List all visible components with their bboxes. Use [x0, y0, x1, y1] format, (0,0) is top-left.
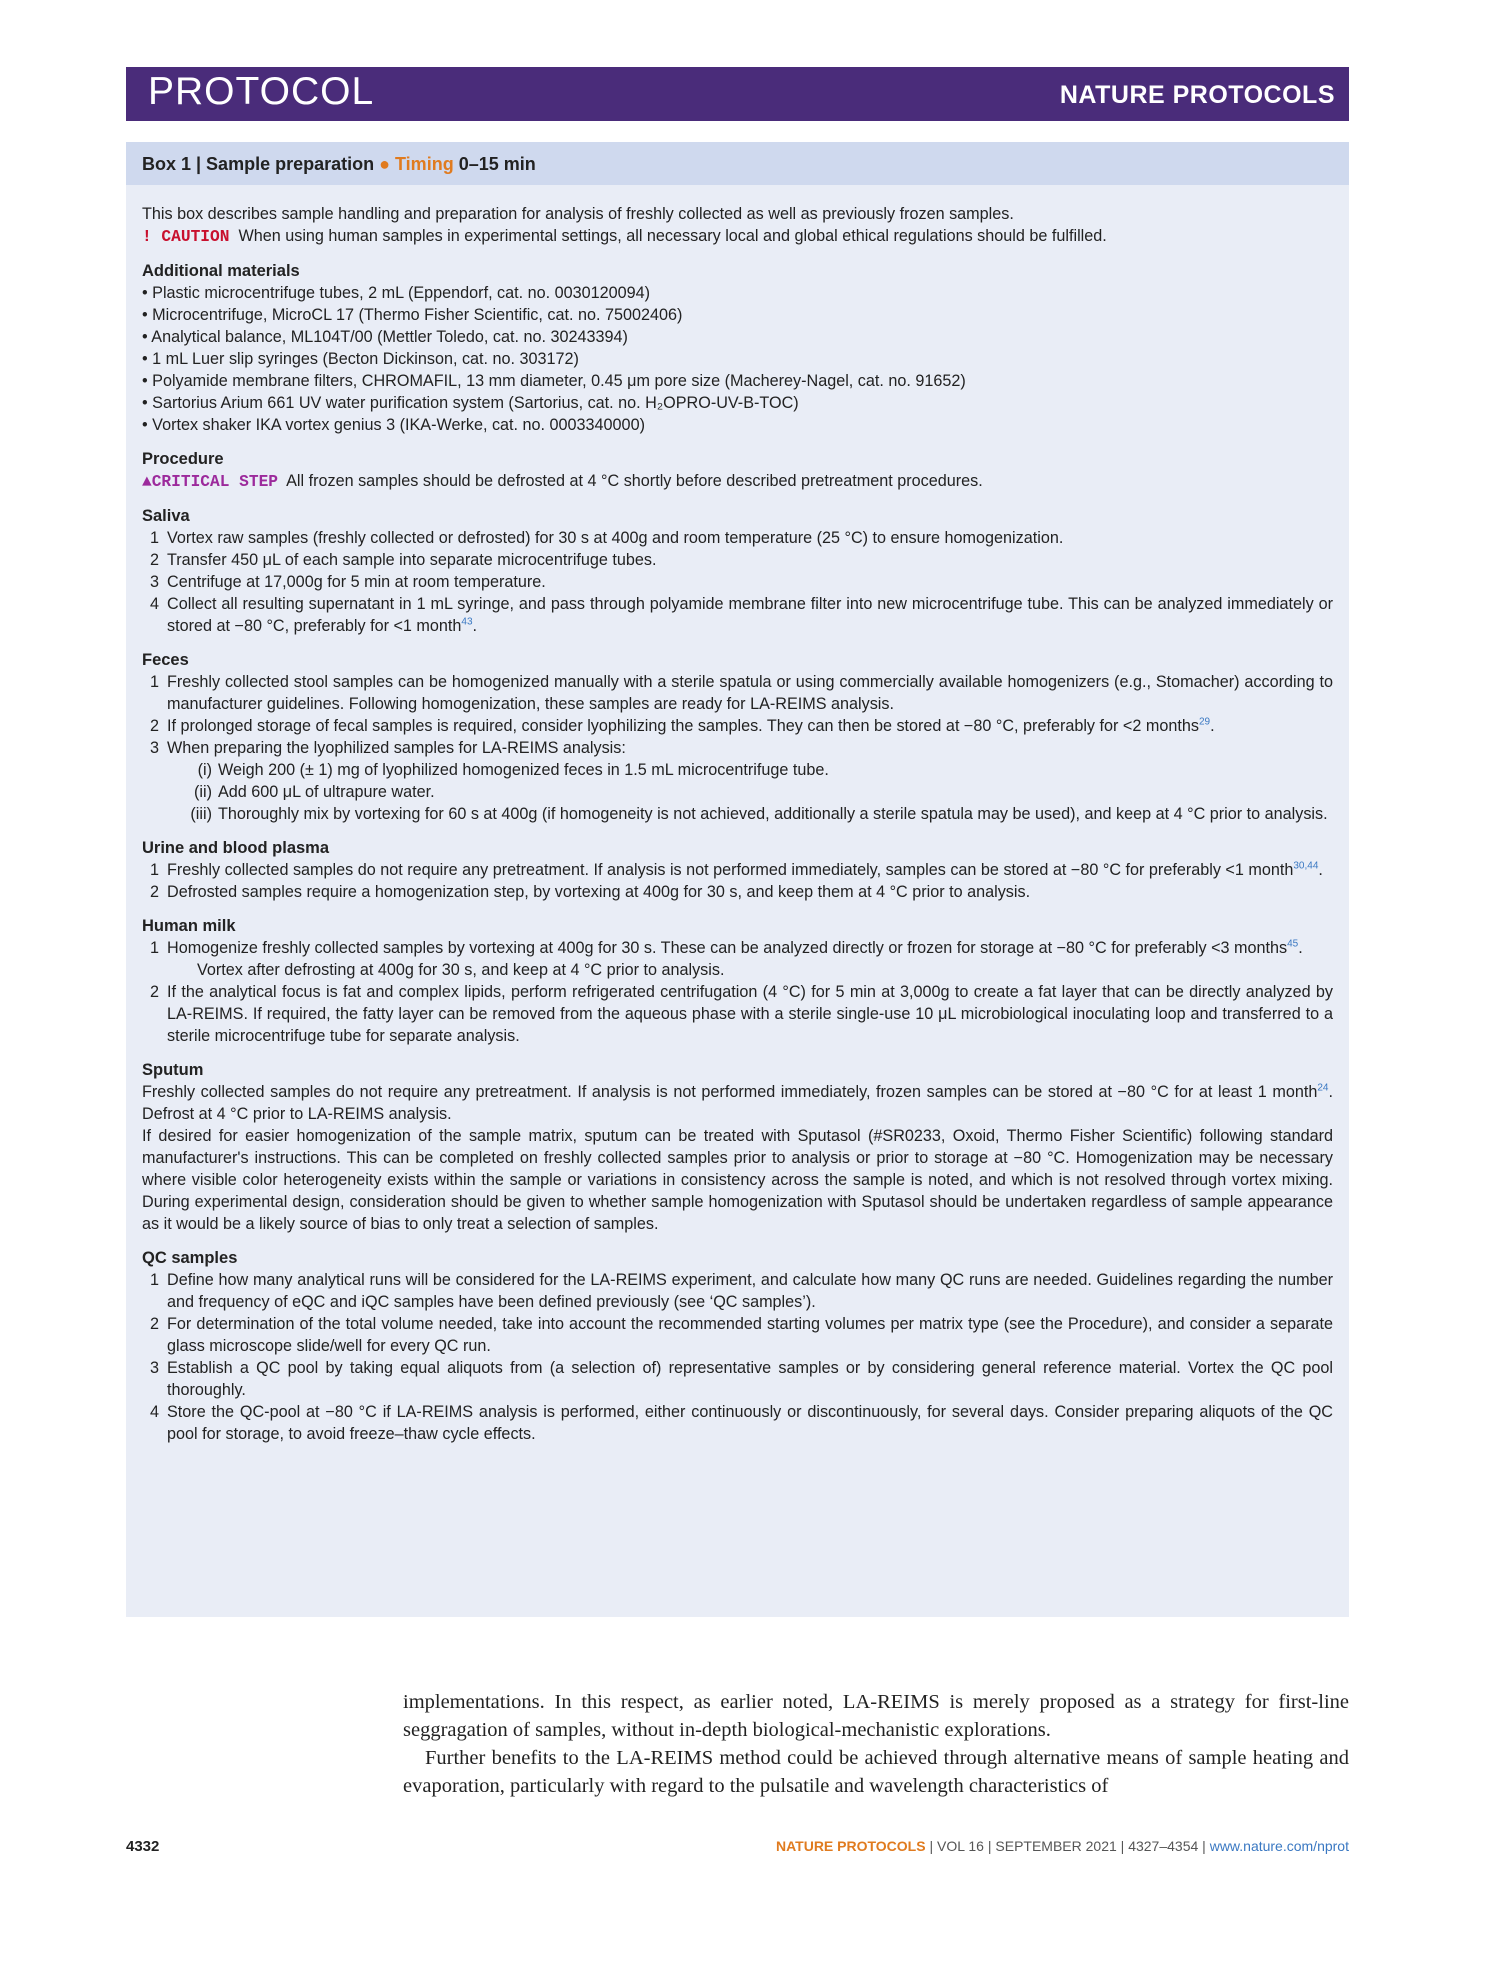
box-content	[142, 203, 1333, 1445]
feces-step-3: 3 When preparing the lyophilized samples for LA-REIMS analysis:	[150, 739, 626, 757]
urine-heading: Urine and blood plasma	[142, 839, 330, 857]
list-item: • Sartorius Arium 661 UV water purification system (Sartorius, cat. no. H₂OPRO-UV-B-TOC)	[142, 394, 799, 412]
sputum-paragraph-2: If desired for easier homogenization of the sample matrix, sputum can be treated with Sputasol (#SR0233, Oxoid, Thermo Fisher Scientific) following standard manufacturer's instructions. This can be completed on freshly collected samples prior to analysis or prior to storage at −80 °C. Homogenization may be necessary where visible color heterogeneity exists within the sample or variations in consistency across the sample is noted, and which is not resolved through vortex mixing. During experimental design, consideration should be given to whether sample homogenization with Sputasol should be undertaken regardless of sample appearance as it would be a likely source of bias to only treat a selection of samples.	[142, 1127, 1333, 1233]
step-text-tail: .	[1318, 861, 1323, 879]
footer-pages: 4327–4354	[1128, 1838, 1199, 1854]
body-paragraph-1: implementations. In this respect, as earlier noted, LA-REIMS is merely proposed as a strategy for first-line seggragation of samples, without in-depth biological-mechanistic explorations.	[403, 1691, 1349, 1741]
materials-heading: Additional materials	[142, 262, 300, 280]
saliva-heading: Saliva	[142, 507, 190, 525]
step-text: Centrifuge at 17,000g for 5 min at room temperature.	[167, 573, 546, 591]
step-text: When preparing the lyophilized samples for LA-REIMS analysis:	[167, 739, 626, 757]
urine-steps	[142, 859, 1333, 903]
step-text-tail: .	[1298, 939, 1303, 957]
list-item: • Analytical balance, ML104T/00 (Mettler Toledo, cat. no. 30243394)	[142, 328, 628, 346]
header-banner	[126, 67, 1349, 121]
reference-link[interactable]: 45	[1287, 938, 1299, 950]
feces-step-1: 1 Freshly collected stool samples can be homogenized manually with a sterile spatula or using commercially available homogenizers (e.g., Stomacher) according to manufacturer guidelines. Following homogenization, these samples are ready for LA-REIMS analysis.	[150, 673, 1333, 713]
saliva-step-3: 3 Centrifuge at 17,000g for 5 min at room temperature.	[150, 573, 546, 591]
qc-steps	[142, 1269, 1333, 1445]
step-text: If the analytical focus is fat and complex lipids, perform refrigerated centrifugation (4 °C) for 5 min at 3,000g to create a fat layer that can be directly analyzed by LA-REIMS. If required, the fatty layer can be removed from the aqueous phase with a sterile single-use 10 μL microbiological inoculating loop and transferred to a sterile microcentrifuge tube for separate analysis.	[167, 983, 1333, 1045]
reference-link[interactable]: 24	[1317, 1082, 1329, 1094]
step-text: Freshly collected stool samples can be homogenized manually with a sterile spatula or using commercially available homogenizers (e.g., Stomacher) according to manufacturer guidelines. Following homogenization, these samples are ready for LA-REIMS analysis.	[167, 673, 1333, 713]
substep-text: Add 600 μL of ultrapure water.	[218, 783, 435, 801]
feces-steps	[142, 671, 1333, 825]
caution-line	[142, 225, 1333, 248]
qc-step-4: 4 Store the QC-pool at −80 °C if LA-REIMS analysis is performed, either continuously or discontinuously, for several days. Consider preparing aliquots of the QC pool for storage, to avoid freeze–thaw cycle effects.	[150, 1403, 1333, 1443]
timing-dot-icon: ●	[379, 154, 390, 174]
step-text: Homogenize freshly collected samples by vortexing at 400g for 30 s. These can be analyzed directly or frozen for storage at −80 °C for preferably <3 months	[167, 939, 1288, 957]
step-text: Vortex raw samples (freshly collected or defrosted) for 30 s at 400g and room temperature (25 °C) to ensure homogenization.	[167, 529, 1064, 547]
saliva-steps	[142, 527, 1333, 637]
paragraph-text-tail: . Defrost at 4 °C prior to LA-REIMS analysis.	[142, 1083, 1333, 1123]
footer-volume: VOL 16	[937, 1838, 984, 1854]
saliva-step-4: 4 Collect all resulting supernatant in 1 mL syringe, and pass through polyamide membrane filter into new microcentrifuge tube. This can be analyzed immediately or stored at −80 °C, preferably for <1 month$^{43}$.	[150, 595, 1333, 635]
milk-step-1-continued: Vortex after defrosting at 400g for 30 s, and keep at 4 °C prior to analysis.	[197, 961, 725, 979]
saliva-step-2: 2 Transfer 450 μL of each sample into separate microcentrifuge tubes.	[150, 551, 657, 569]
body-paragraph-2: Further benefits to the LA-REIMS method could be achieved through alternative means of sample heating and evaporation, particularly with regard to the pulsatile and wavelength characteristics of	[403, 1747, 1349, 1797]
timing-value: 0–15 min	[458, 154, 536, 174]
list-item: • Polyamide membrane filters, CHROMAFIL, 13 mm diameter, 0.45 μm pore size (Macherey-Nagel, cat. no. 91652)	[142, 372, 966, 390]
sputum-heading: Sputum	[142, 1061, 204, 1079]
separator: |	[925, 1838, 937, 1854]
urine-step-1: 1 Freshly collected samples do not require any pretreatment. If analysis is not performed immediately, samples can be stored at −80 °C for preferably <1 month$^{30,44}$.	[150, 860, 1323, 879]
timing-label: Timing	[395, 154, 454, 174]
footer-url-link[interactable]: www.nature.com/nprot	[1209, 1838, 1349, 1854]
sputum-paragraph-1	[142, 1081, 1333, 1125]
materials-list	[142, 282, 1333, 436]
qc-step-2: 2 For determination of the total volume needed, take into account the recommended starting volumes per matrix type (see the Procedure), and consider a separate glass microscope slide/well for every QC run.	[150, 1315, 1333, 1355]
critical-step-label: ▲CRITICAL STEP	[142, 473, 278, 491]
qc-step-1: 1 Define how many analytical runs will be considered for the LA-REIMS experiment, and calculate how many QC runs are needed. Guidelines regarding the number and frequency of eQC and iQC samples have been defined previously (see ‘QC samples’).	[150, 1271, 1333, 1311]
milk-step-2: 2 If the analytical focus is fat and complex lipids, perform refrigerated centrifugation (4 °C) for 5 min at 3,000g to create a fat layer that can be directly analyzed by LA-REIMS. If required, the fatty layer can be removed from the aqueous phase with a sterile single-use 10 μL microbiological inoculating loop and transferred to a sterile microcentrifuge tube for separate analysis.	[150, 983, 1333, 1045]
reference-link[interactable]: 29	[1198, 716, 1211, 728]
box-sample-preparation	[126, 142, 1349, 1617]
critical-step-line	[142, 470, 1333, 493]
page-number: 4332	[126, 1838, 160, 1855]
step-text: Collect all resulting supernatant in 1 mL syringe, and pass through polyamide membrane filter into new microcentrifuge tube. This can be analyzed immediately or stored at −80 °C, preferably for <1 month	[167, 595, 1333, 635]
step-text: If prolonged storage of fecal samples is required, consider lyophilizing the samples. They can then be stored at −80 °C, preferably for <2 months	[167, 717, 1199, 735]
procedure-heading: Procedure	[142, 450, 224, 468]
journal-label: NATURE PROTOCOLS	[1059, 81, 1335, 109]
qc-heading: QC samples	[142, 1249, 238, 1267]
substep-text: Weigh 200 (± 1) mg of lyophilized homogenized feces in 1.5 mL microcentrifuge tube.	[218, 761, 829, 779]
substep-number: (ii)	[194, 783, 212, 801]
qc-step-3: 3 Establish a QC pool by taking equal aliquots from (a selection of) representative samples or by considering general reference material. Vortex the QC pool thoroughly.	[150, 1359, 1333, 1399]
step-text: Freshly collected samples do not require any pretreatment. If analysis is not performed immediately, samples can be stored at −80 °C for preferably <1 month	[167, 861, 1294, 879]
main-body-text	[403, 1688, 1349, 1800]
reference-link[interactable]: 30,44	[1293, 860, 1319, 872]
list-item: • Plastic microcentrifuge tubes, 2 mL (Eppendorf, cat. no. 0030120094)	[142, 284, 651, 302]
feces-step-2: 2 If prolonged storage of fecal samples is required, consider lyophilizing the samples. They can then be stored at −80 °C, preferably for <2 months$^{29}$.	[150, 716, 1215, 735]
milk-step-1: 1 Homogenize freshly collected samples by vortexing at 400g for 30 s. These can be analyzed directly or frozen for storage at −80 °C for preferably <3 months$^{45}$.	[150, 938, 1303, 957]
step-text-tail: .	[1210, 717, 1215, 735]
paragraph-text: Freshly collected samples do not require any pretreatment. If analysis is not performed immediately, frozen samples can be stored at −80 °C for at least 1 month	[142, 1083, 1318, 1101]
critical-step-text: All frozen samples should be defrosted at 4 °C shortly before described pretreatment procedures.	[286, 472, 983, 490]
journal-citation	[776, 1838, 1349, 1854]
list-item: • Microcentrifuge, MicroCL 17 (Thermo Fisher Scientific, cat. no. 75002406)	[142, 306, 683, 324]
substep-number: (iii)	[190, 805, 212, 823]
step-text-tail: .	[472, 617, 478, 635]
step-text: For determination of the total volume needed, take into account the recommended starting volumes per matrix type (see the Procedure), and consider a separate glass microscope slide/well for every QC run.	[167, 1315, 1333, 1355]
reference-link[interactable]: 43	[461, 616, 473, 628]
urine-step-2: 2 Defrosted samples require a homogenization step, by vortexing at 400g for 30 s, and keep them at 4 °C prior to analysis.	[150, 883, 1031, 901]
list-item: • 1 mL Luer slip syringes (Becton Dickinson, cat. no. 303172)	[142, 350, 579, 368]
caution-label: ! CAUTION	[142, 228, 230, 246]
box-title	[142, 154, 536, 175]
substep-number: (i)	[197, 761, 212, 779]
section-label: PROTOCOL	[148, 70, 375, 113]
feces-substep-ii	[142, 781, 1333, 803]
feces-substep-iii	[142, 803, 1333, 825]
box-intro: This box describes sample handling and preparation for analysis of freshly collected as well as previously frozen samples.	[142, 205, 1014, 223]
separator: |	[1116, 1838, 1129, 1854]
caution-text: When using human samples in experimental settings, all necessary local and global ethical regulations should be fulfilled.	[238, 227, 1107, 245]
feces-heading: Feces	[142, 651, 189, 669]
separator: |	[983, 1838, 996, 1854]
milk-heading: Human milk	[142, 917, 236, 935]
box-title-text: Box 1 | Sample preparation	[142, 154, 375, 174]
footer-date: SEPTEMBER 2021	[995, 1838, 1117, 1854]
step-text: Establish a QC pool by taking equal aliquots from (a selection of) representative samples or by considering general reference material. Vortex the QC pool thoroughly.	[167, 1359, 1333, 1399]
feces-substep-i	[142, 759, 1333, 781]
list-item: • Vortex shaker IKA vortex genius 3 (IKA-Werke, cat. no. 0003340000)	[142, 416, 645, 434]
footer-journal-name: NATURE PROTOCOLS	[775, 1838, 926, 1854]
step-text: Store the QC-pool at −80 °C if LA-REIMS analysis is performed, either continuously or discontinuously, for several days. Consider preparing aliquots of the QC pool for storage, to avoid freeze–thaw cycle effects.	[167, 1403, 1333, 1443]
separator: |	[1198, 1838, 1210, 1854]
saliva-step-1: 1 Vortex raw samples (freshly collected or defrosted) for 30 s at 400g and room temperature (25 °C) to ensure homogenization.	[150, 529, 1064, 547]
step-text: Define how many analytical runs will be considered for the LA-REIMS experiment, and calculate how many QC runs are needed. Guidelines regarding the number and frequency of eQC and iQC samples have been defined previously (see ‘QC samples’).	[167, 1271, 1333, 1311]
substep-text: Thoroughly mix by vortexing for 60 s at 400g (if homogeneity is not achieved, additionally a sterile spatula may be used), and keep at 4 °C prior to analysis.	[218, 805, 1328, 823]
milk-steps	[142, 937, 1333, 1047]
step-text: Defrosted samples require a homogenization step, by vortexing at 400g for 30 s, and keep them at 4 °C prior to analysis.	[167, 883, 1031, 901]
step-text: Transfer 450 μL of each sample into separate microcentrifuge tubes.	[167, 551, 657, 569]
box-header	[126, 142, 1349, 185]
